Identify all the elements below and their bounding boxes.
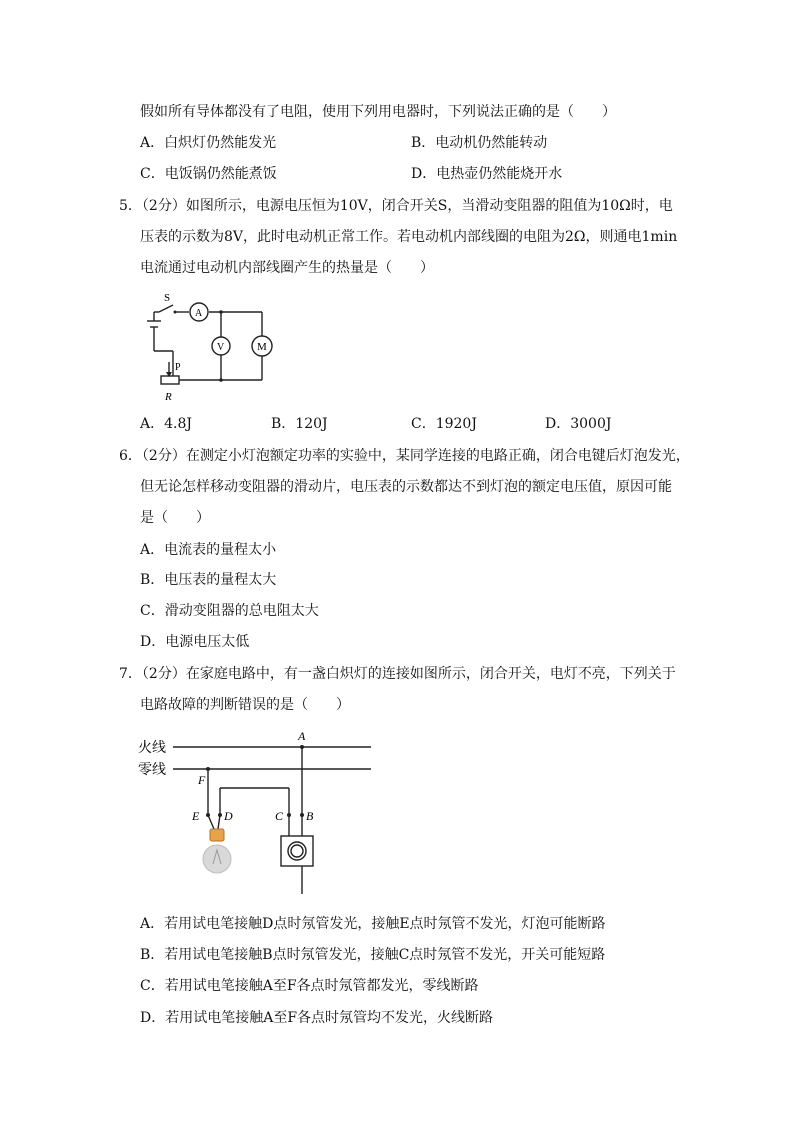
q5-option-d: D．3000J <box>545 416 612 432</box>
q6-stem-line-1: 6．（2分）在测定小灯泡额定功率的实验中，某同学连接的电路正确，闭合电键后灯泡发光， <box>119 448 690 464</box>
q6-option-c: C．滑动变阻器的总电阻太大 <box>140 603 319 619</box>
q6-option-b: B．电压表的量程太大 <box>140 572 277 588</box>
q5-stem-line-1: 5．（2分）如图所示，电源电压恒为10V，闭合开关S，当滑动变阻器的阻值为10Ω时，电 <box>119 198 673 214</box>
q4-option-d: D．电热壶仍然能烧开水 <box>411 166 563 182</box>
q7-point-b-label: B <box>306 809 314 823</box>
q5-rheostat-label: R <box>165 391 172 403</box>
q4-option-c: C．电饭锅仍然能煮饭 <box>140 166 277 182</box>
q5-slider-label: P <box>175 362 181 373</box>
q7-neutral-wire-label: 零线 <box>138 763 166 778</box>
q6-stem-line-2: 但无论怎样移动变阻器的滑动片，电压表的示数都达不到灯泡的额定电压值，原因可能 <box>140 479 672 495</box>
q5-stem-line-2: 压表的示数为8V，此时电动机正常工作。若电动机内部线圈的电阻为2Ω，则通电1min <box>140 229 678 245</box>
q4-option-b: B．电动机仍然能转动 <box>411 135 548 151</box>
q7-option-c: C．若用试电笔接触A至F各点时氖管都发光，零线断路 <box>140 978 479 994</box>
q5-ammeter-label: A <box>195 308 203 319</box>
q7-point-a-label: A <box>298 729 306 743</box>
q7-live-wire-label: 火线 <box>138 741 166 756</box>
q7-stem-line-2: 电路故障的判断错误的是（ ） <box>140 697 350 713</box>
q7-circuit-diagram <box>135 726 380 898</box>
q5-option-b: B．120J <box>271 416 328 432</box>
q7-point-d-label: D <box>224 809 233 823</box>
q5-option-a: A．4.8J <box>140 416 192 432</box>
q5-circuit-diagram <box>135 288 280 406</box>
q7-point-e-label: E <box>192 809 200 823</box>
light-bulb-icon <box>203 829 231 873</box>
q6-stem-line-3: 是（ ） <box>140 510 210 526</box>
q7-stem-line-1: 7．（2分）在家庭电路中，有一盏白炽灯的连接如图所示，闭合开关，电灯不亮，下列关于 <box>119 666 676 682</box>
q7-option-b: B．若用试电笔接触B点时氖管发光，接触C点时氖管不发光，开关可能短路 <box>140 947 606 963</box>
q4-option-a: A．白炽灯仍然能发光 <box>140 135 277 151</box>
q7-option-a: A．若用试电笔接触D点时氖管发光，接触E点时氖管不发光，灯泡可能断路 <box>140 916 606 932</box>
q5-motor-label: M <box>257 341 267 353</box>
q5-switch-label: S <box>164 292 171 304</box>
q6-option-a: A．电流表的量程太小 <box>140 542 277 558</box>
q7-option-d: D．若用试电笔接触A至F各点时氖管均不发光，火线断路 <box>140 1010 494 1026</box>
q6-option-d: D．电源电压太低 <box>140 634 250 650</box>
q7-point-c-label: C <box>275 809 284 823</box>
q5-voltmeter-label: V <box>217 342 225 353</box>
q5-option-c: C．1920J <box>411 416 477 432</box>
q4-stem-line: 假如所有导体都没有了电阻，使用下列用电器时，下列说法正确的是（ ） <box>140 104 616 120</box>
q5-stem-line-3: 电流通过电动机内部线圈产生的热量是（ ） <box>140 260 434 276</box>
q7-point-f-label: F <box>198 773 206 787</box>
